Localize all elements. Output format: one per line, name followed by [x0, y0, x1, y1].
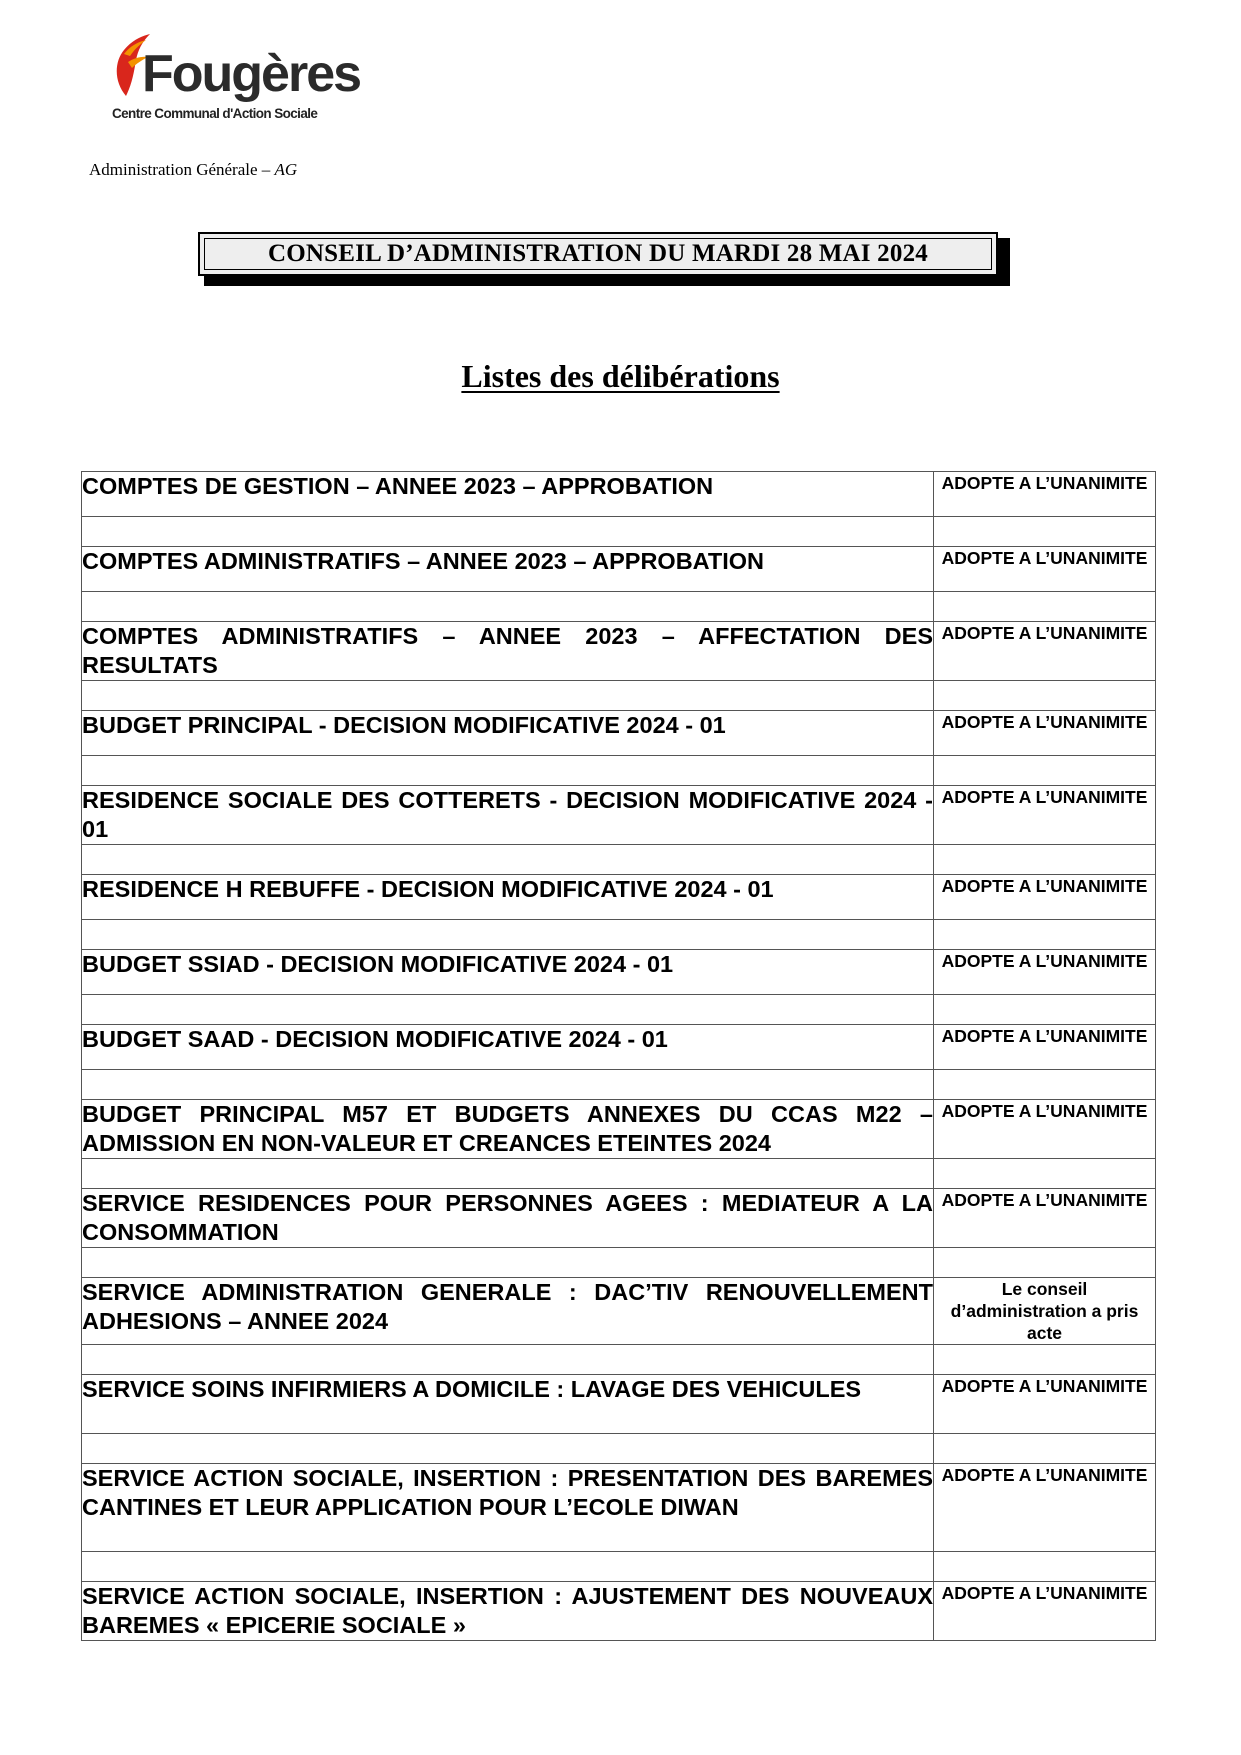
document-title: CONSEIL D’ADMINISTRATION DU MARDI 28 MAI 2024 — [268, 240, 928, 267]
service-code: AG — [274, 160, 298, 179]
deliberation-subject: BUDGET PRINCIPAL - DECISION MODIFICATIVE 2024 - 01 — [82, 711, 934, 756]
spacer-cell — [934, 1070, 1156, 1100]
table-row — [82, 1025, 1156, 1070]
service-name: Administration Générale – — [89, 160, 271, 179]
deliberation-result: ADOPTE A L’UNANIMITE — [934, 950, 1156, 995]
spacer-cell — [82, 845, 934, 875]
ccas-fougeres-logo — [112, 28, 372, 128]
spacer-row — [82, 1248, 1156, 1278]
spacer-row — [82, 1345, 1156, 1375]
deliberation-result: ADOPTE A L’UNANIMITE — [934, 786, 1156, 845]
spacer-cell — [82, 517, 934, 547]
table-row — [82, 547, 1156, 592]
spacer-cell — [934, 995, 1156, 1025]
spacer-cell — [82, 1552, 934, 1582]
logo-subtitle: Centre Communal d'Action Sociale — [112, 106, 318, 121]
deliberation-subject: COMPTES ADMINISTRATIFS – ANNEE 2023 – AFFECTATION DES RESULTATS — [82, 622, 934, 681]
logo-wordmark: Fougères — [142, 45, 361, 103]
deliberation-result: ADOPTE A L’UNANIMITE — [934, 1100, 1156, 1159]
deliberation-result: ADOPTE A L’UNANIMITE — [934, 875, 1156, 920]
deliberation-result: ADOPTE A L’UNANIMITE — [934, 622, 1156, 681]
table-row — [82, 711, 1156, 756]
spacer-cell — [934, 1552, 1156, 1582]
spacer-cell — [934, 517, 1156, 547]
deliberation-result: ADOPTE A L’UNANIMITE — [934, 1375, 1156, 1434]
spacer-cell — [82, 756, 934, 786]
spacer-row — [82, 1552, 1156, 1582]
spacer-row — [82, 1159, 1156, 1189]
deliberation-result: Le conseil d’administration a pris acte — [934, 1278, 1156, 1345]
table-row — [82, 1278, 1156, 1345]
table-row — [82, 1100, 1156, 1159]
deliberation-result: ADOPTE A L’UNANIMITE — [934, 1582, 1156, 1641]
deliberation-subject: BUDGET SSIAD - DECISION MODIFICATIVE 2024 - 01 — [82, 950, 934, 995]
table-row — [82, 950, 1156, 995]
spacer-cell — [82, 1434, 934, 1464]
spacer-row — [82, 1070, 1156, 1100]
table-row — [82, 1375, 1156, 1434]
spacer-cell — [82, 1159, 934, 1189]
spacer-cell — [934, 756, 1156, 786]
table-row — [82, 1582, 1156, 1641]
deliberations-table — [81, 471, 1156, 1641]
deliberation-subject: BUDGET PRINCIPAL M57 ET BUDGETS ANNEXES DU CCAS M22 – ADMISSION EN NON-VALEUR ET CREANCES ETEINTES 2024 — [82, 1100, 934, 1159]
deliberation-result: ADOPTE A L’UNANIMITE — [934, 472, 1156, 517]
spacer-row — [82, 517, 1156, 547]
deliberation-result: ADOPTE A L’UNANIMITE — [934, 547, 1156, 592]
table-row — [82, 1189, 1156, 1248]
title-box — [198, 232, 998, 276]
spacer-cell — [934, 1248, 1156, 1278]
spacer-cell — [82, 920, 934, 950]
table-row — [82, 622, 1156, 681]
spacer-row — [82, 845, 1156, 875]
deliberation-subject: RESIDENCE SOCIALE DES COTTERETS - DECISION MODIFICATIVE 2024 - 01 — [82, 786, 934, 845]
deliberation-subject: BUDGET SAAD - DECISION MODIFICATIVE 2024 - 01 — [82, 1025, 934, 1070]
deliberation-subject: SERVICE RESIDENCES POUR PERSONNES AGEES : MEDIATEUR A LA CONSOMMATION — [82, 1189, 934, 1248]
spacer-cell — [934, 1345, 1156, 1375]
table-row — [82, 472, 1156, 517]
spacer-cell — [934, 920, 1156, 950]
spacer-cell — [82, 995, 934, 1025]
table-row — [82, 786, 1156, 845]
service-line — [89, 160, 297, 180]
deliberation-subject: COMPTES ADMINISTRATIFS – ANNEE 2023 – APPROBATION — [82, 547, 934, 592]
spacer-row — [82, 995, 1156, 1025]
document-subtitle — [0, 358, 1241, 395]
spacer-cell — [82, 681, 934, 711]
deliberation-result: ADOPTE A L’UNANIMITE — [934, 1189, 1156, 1248]
spacer-cell — [82, 1345, 934, 1375]
spacer-cell — [934, 1434, 1156, 1464]
spacer-cell — [82, 592, 934, 622]
spacer-row — [82, 920, 1156, 950]
spacer-row — [82, 681, 1156, 711]
deliberation-result: ADOPTE A L’UNANIMITE — [934, 711, 1156, 756]
spacer-cell — [934, 592, 1156, 622]
deliberation-subject: SERVICE ACTION SOCIALE, INSERTION : PRESENTATION DES BAREMES CANTINES ET LEUR APPLICATION POUR L’ECOLE DIWAN — [82, 1464, 934, 1552]
spacer-cell — [82, 1248, 934, 1278]
table-row — [82, 875, 1156, 920]
spacer-cell — [934, 681, 1156, 711]
spacer-row — [82, 592, 1156, 622]
table-row — [82, 1464, 1156, 1552]
deliberation-result: ADOPTE A L’UNANIMITE — [934, 1025, 1156, 1070]
spacer-row — [82, 756, 1156, 786]
spacer-cell — [934, 1159, 1156, 1189]
deliberation-subject: COMPTES DE GESTION – ANNEE 2023 – APPROBATION — [82, 472, 934, 517]
deliberation-subject: RESIDENCE H REBUFFE - DECISION MODIFICATIVE 2024 - 01 — [82, 875, 934, 920]
spacer-cell — [82, 1070, 934, 1100]
subtitle-text: Listes des délibérations — [461, 358, 780, 394]
deliberation-subject: SERVICE ADMINISTRATION GENERALE : DAC’TIV RENOUVELLEMENT ADHESIONS – ANNEE 2024 — [82, 1278, 934, 1345]
spacer-row — [82, 1434, 1156, 1464]
deliberation-subject: SERVICE SOINS INFIRMIERS A DOMICILE : LAVAGE DES VEHICULES — [82, 1375, 934, 1434]
deliberation-result: ADOPTE A L’UNANIMITE — [934, 1464, 1156, 1552]
spacer-cell — [934, 845, 1156, 875]
deliberation-subject: SERVICE ACTION SOCIALE, INSERTION : AJUSTEMENT DES NOUVEAUX BAREMES « EPICERIE SOCIALE » — [82, 1582, 934, 1641]
